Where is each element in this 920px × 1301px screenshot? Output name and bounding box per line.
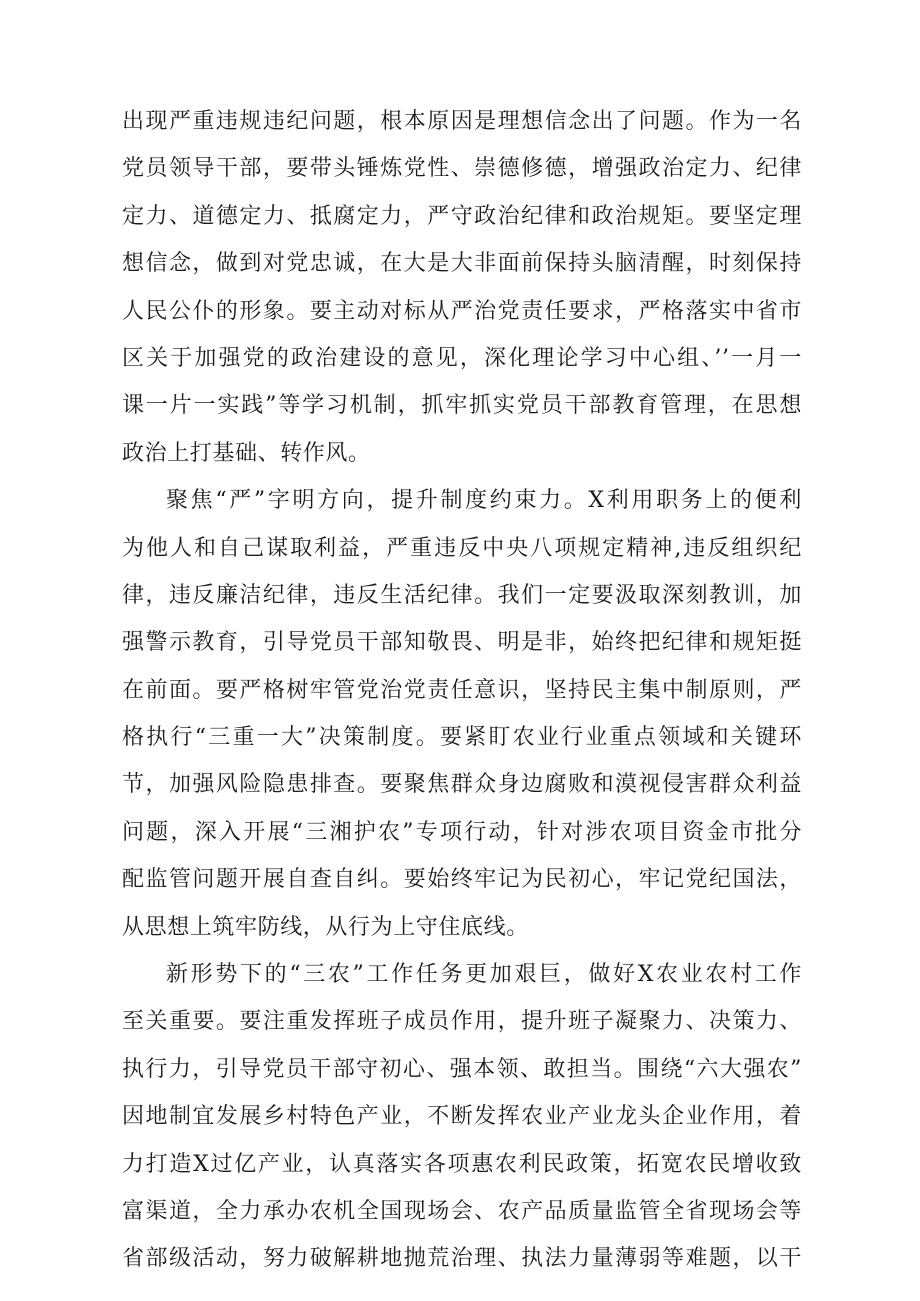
text-line: 强警示教育，引导党员干部知敬畏、明是非，始终把纪律和规矩挺 bbox=[122, 630, 802, 656]
text-line: 省部级活动，努力破解耕地抛荒治理、执法力量薄弱等难题，以干 bbox=[122, 1246, 802, 1272]
text-line: 执行力，引导党员干部守初心、强本领、敢担当。围绕“六大强农” bbox=[122, 1056, 802, 1082]
text-line: 出现严重违规违纪问题，根本原因是理想信念出了问题。作为一名 bbox=[122, 109, 802, 134]
text-line: 因地制宜发展乡村特色产业，不断发挥农业产业龙头企业作用，着 bbox=[122, 1104, 802, 1130]
document-page bbox=[122, 98, 802, 1283]
text-line: 为他人和自己谋取利益，严重违反中央八项规定精神,违反组织纪 bbox=[122, 535, 802, 561]
text-line: 在前面。要严格树牢管党治党责任意识，坚持民主集中制原则，严 bbox=[122, 677, 802, 703]
paragraph-1 bbox=[122, 98, 802, 477]
text-line: 区关于加强党的政治建设的意见，深化理论学习中心组、’’一月一 bbox=[122, 345, 802, 371]
text-line: 力打造X过亿产业，认真落实各项惠农利民政策，拓宽农民增收致 bbox=[122, 1151, 802, 1177]
text-line: 配监管问题开展自查自纠。要始终牢记为民初心，牢记党纪国法， bbox=[122, 867, 802, 893]
text-line: 想信念，做到对党忠诚，在大是大非面前保持头脑清醒，时刻保持 bbox=[122, 251, 802, 277]
text-line: 新形势下的“三农”工作任务更加艰巨，做好X农业农村工作 bbox=[166, 962, 802, 988]
text-line: 人民公仆的形象。要主动对标从严治党责任要求，严格落实中省市 bbox=[122, 298, 802, 324]
paragraph-3 bbox=[122, 951, 802, 1283]
text-line: 党员领导干部，要带头锤炼党性、崇德修德，增强政治定力、纪律 bbox=[122, 156, 802, 182]
text-line: 富渠道，全力承办农机全国现场会、农产品质量监管全省现场会等 bbox=[122, 1198, 802, 1224]
text-line: 律，违反廉洁纪律，违反生活纪律。我们一定要汲取深刻教训，加 bbox=[122, 582, 802, 608]
text-line: 定力、道德定力、抵腐定力，严守政治纪律和政治规矩。要坚定理 bbox=[122, 203, 802, 229]
text-line: 格执行“三重一大”决策制度。要紧盯农业行业重点领域和关键环 bbox=[122, 725, 802, 751]
text-line: 从思想上筑牢防线，从行为上守住底线。 bbox=[122, 914, 529, 940]
text-line: 节，加强风险隐患排查。要聚焦群众身边腐败和漠视侵害群众利益 bbox=[122, 772, 802, 798]
text-line: 政治上打基础、转作风。 bbox=[122, 440, 371, 466]
text-line: 至关重要。要注重发挥班子成员作用，提升班子凝聚力、决策力、 bbox=[122, 1009, 802, 1035]
paragraph-2 bbox=[122, 477, 802, 951]
text-line: 聚焦“严”字明方向，提升制度约束力。X利用职务上的便利 bbox=[166, 488, 802, 514]
text-line: 课一片一实践”等学习机制，抓牢抓实党员干部教育管理，在思想 bbox=[122, 393, 802, 419]
text-line: 问题，深入开展“三湘护农”专项行动，针对涉农项目资金市批分 bbox=[122, 819, 802, 845]
